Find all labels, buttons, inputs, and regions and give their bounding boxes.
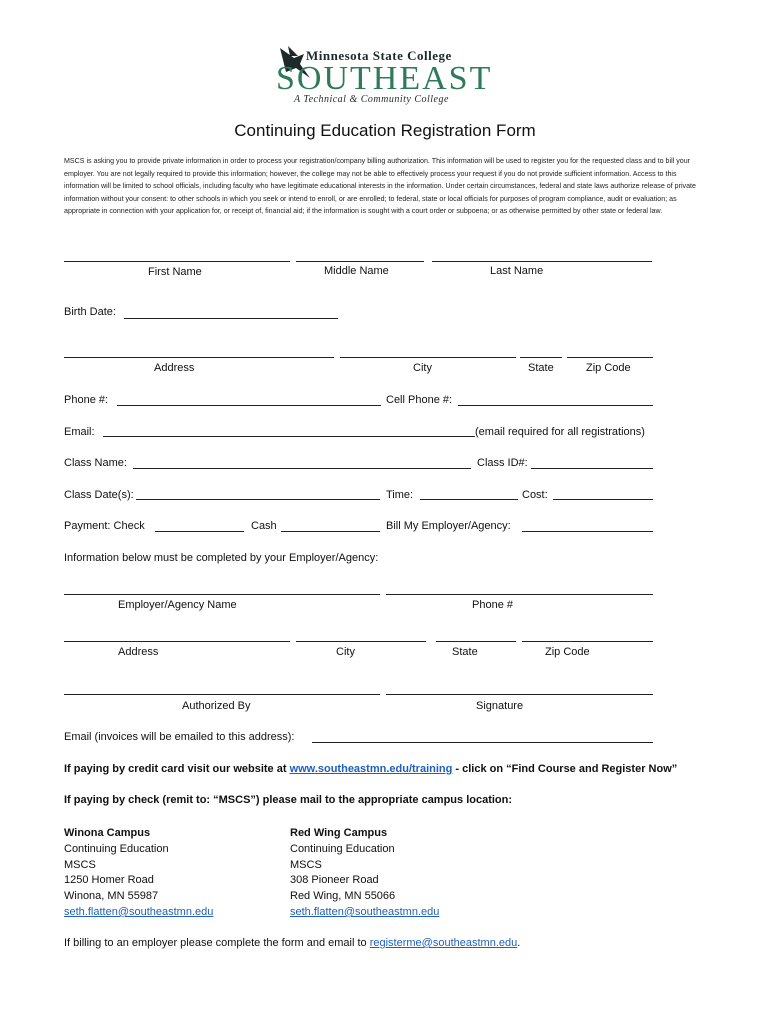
cell-phone-label: Cell Phone #: (386, 394, 453, 406)
employer-address-field[interactable] (64, 641, 290, 642)
winona-title: Winona Campus (64, 827, 151, 839)
last-name-field[interactable] (432, 261, 652, 262)
privacy-notice: MSCS is asking you to provide private information in order to process your registration/company billing authorization. This information will be used to register you for the requested class and to bill your employer. You are not legally required to provide this information; however, the college may not be able to effectively process your request if you do not provide sufficient information. Access to this information will be limited to school officials, including faculty who have legitimate educational interests in the information. Under certain circumstances, federal and state laws authorize release of private information without your consent: to other schools in which you seek or intend to enroll, or are enrolled; to federal, state or local officials for purposes of program compliance, audit or evaluation; as appropriate in connection with your application for, or receipt of, financial aid; if the information is sought with a court order or subpoena; or as otherwise permitted by other state or federal law. (64, 157, 696, 215)
time-field[interactable] (420, 499, 518, 500)
credit-card-text-after: - click on “Find Course and Register Now” (452, 763, 678, 775)
first-name-label: First Name (148, 266, 202, 278)
winona-line2: MSCS (64, 858, 96, 871)
cell-phone-field[interactable] (458, 405, 653, 406)
invoice-email-field[interactable] (312, 742, 653, 743)
logo-line3: A Technical & Community College (294, 94, 449, 105)
bill-employer-label: Bill My Employer/Agency: (386, 520, 511, 532)
middle-name-label: Middle Name (324, 265, 389, 277)
winona-line3: 1250 Homer Road (64, 874, 154, 887)
logo-line2: SOUTHEAST (276, 60, 493, 97)
signature-label: Signature (476, 700, 524, 712)
redwing-title: Red Wing Campus (290, 827, 388, 839)
page-title: Continuing Education Registration Form (234, 121, 536, 140)
bill-employer-field[interactable] (522, 531, 653, 532)
employer-name-label: Employer/Agency Name (118, 599, 237, 611)
email-field[interactable] (103, 436, 475, 437)
city-label: City (413, 362, 432, 374)
invoice-email-label: Email (invoices will be emailed to this address): (64, 731, 295, 743)
redwing-line4: Red Wing, MN 55066 (290, 890, 396, 903)
email-label: Email: (64, 426, 95, 438)
winona-line4: Winona, MN 55987 (64, 890, 159, 903)
zip-field[interactable] (567, 357, 653, 358)
employer-city-label: City (336, 646, 355, 658)
signature-field[interactable] (386, 694, 653, 695)
redwing-line3: 308 Pioneer Road (290, 874, 379, 887)
redwing-line1: Continuing Education (290, 842, 395, 855)
class-id-field[interactable] (531, 468, 653, 469)
time-label: Time: (386, 489, 414, 501)
zip-label: Zip Code (586, 362, 631, 374)
employer-address-label: Address (118, 646, 159, 658)
winona-line1: Continuing Education (64, 842, 169, 855)
billing-line (64, 937, 520, 949)
class-name-field[interactable] (133, 468, 471, 469)
class-dates-label: Class Date(s): (64, 489, 134, 501)
birth-date-label: Birth Date: (64, 306, 116, 318)
email-note: (email required for all registrations) (475, 426, 645, 438)
middle-name-field[interactable] (296, 261, 424, 262)
logo-line1: Minnesota State College (306, 48, 452, 63)
college-logo (276, 44, 506, 106)
employer-phone-label: Phone # (472, 599, 513, 611)
employer-name-field[interactable] (64, 594, 380, 595)
address-label: Address (154, 362, 195, 374)
cash-label: Cash (251, 520, 277, 532)
billing-text-before: If billing to an employer please complete the form and email to (64, 937, 370, 949)
phone-label: Phone #: (64, 394, 109, 406)
class-dates-field[interactable] (136, 499, 380, 500)
cash-field[interactable] (281, 531, 380, 532)
redwing-email-link[interactable]: seth.flatten@southeastmn.edu (290, 905, 440, 918)
employer-city-field[interactable] (296, 641, 426, 642)
class-name-label: Class Name: (64, 457, 127, 469)
address-field[interactable] (64, 357, 334, 358)
check-field[interactable] (155, 531, 244, 532)
state-field[interactable] (520, 357, 562, 358)
employer-zip-field[interactable] (522, 641, 653, 642)
check-mail-line: If paying by check (remit to: “MSCS”) please mail to the appropriate campus location: (64, 794, 513, 806)
redwing-campus-block (290, 826, 439, 921)
registerme-link[interactable]: registerme@southeastmn.edu (369, 937, 518, 949)
billing-text-after: . (517, 937, 521, 949)
redwing-line2: MSCS (290, 858, 322, 871)
employer-zip-label: Zip Code (545, 646, 590, 658)
state-label: State (528, 362, 554, 374)
birth-date-field[interactable] (124, 318, 338, 319)
class-id-label: Class ID#: (477, 457, 528, 469)
winona-campus-block (64, 826, 213, 921)
employer-state-field[interactable] (436, 641, 516, 642)
authorized-by-field[interactable] (64, 694, 380, 695)
payment-check-label: Payment: Check (64, 520, 145, 532)
credit-card-line (64, 763, 677, 775)
last-name-label: Last Name (490, 265, 544, 277)
employer-state-label: State (452, 646, 478, 658)
winona-email-link[interactable]: seth.flatten@southeastmn.edu (64, 905, 214, 918)
credit-card-text-before: If paying by credit card visit our website at (64, 763, 290, 775)
first-name-field[interactable] (64, 261, 290, 262)
cost-label: Cost: (522, 489, 548, 501)
training-link[interactable]: www.southeastmn.edu/training (289, 763, 453, 775)
phone-field[interactable] (117, 405, 381, 406)
city-field[interactable] (340, 357, 516, 358)
employer-phone-field[interactable] (386, 594, 653, 595)
authorized-by-label: Authorized By (182, 700, 251, 712)
cost-field[interactable] (553, 499, 653, 500)
employer-intro: Information below must be completed by your Employer/Agency: (64, 552, 379, 564)
